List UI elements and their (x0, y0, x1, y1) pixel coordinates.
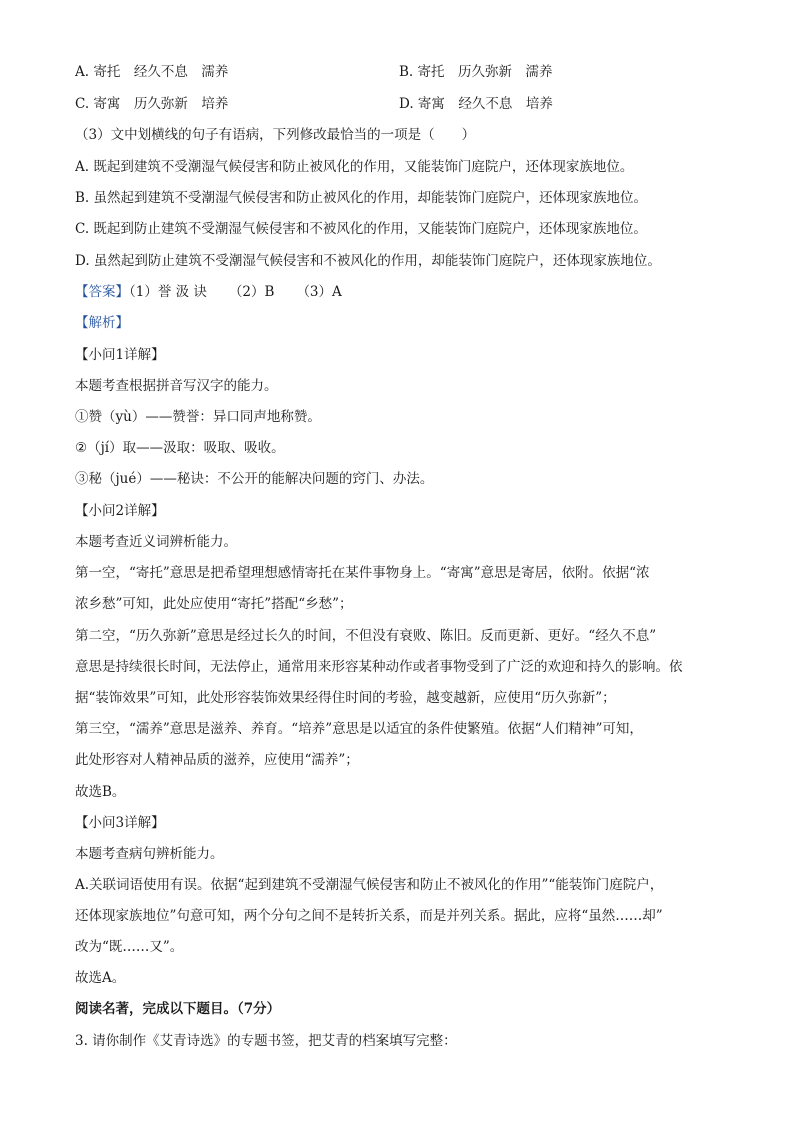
sub3-intro: 本题考查病句辨析能力。 (75, 846, 224, 862)
sub3-choice: 故选A。 (75, 970, 126, 986)
sub2-p2-line-1: 第二空，“历久弥新”意思是经过长久的时间，不但没有衰败、陈旧。反而更新、更好。“经久不息” (75, 628, 657, 644)
sub2-p1-line-1: 第一空，“寄托”意思是把希望理想感情寄托在某件事物身上。“寄寓”意思是寄居，依附。依据“浓 (75, 565, 650, 581)
sub3-p1-line-1: A.关联词语使用有误。依据“起到建筑不受潮湿气候侵害和防止不被风化的作用”“能装饰门庭院户， (75, 877, 664, 893)
option-2a: A. 寄托 经久不息 濡养 (75, 64, 229, 80)
sub2-choice: 故选B。 (75, 784, 126, 800)
option-2b: B. 寄托 历久弥新 濡养 (399, 64, 553, 80)
sub3-p1-line-3: 改为“既……又”。 (75, 939, 184, 955)
answer-3: （3）A (296, 284, 342, 300)
option-3b: B. 虽然起到建筑不受潮湿气候侵害和防止被风化的作用，却能装饰门庭院户，还体现家族地位。 (75, 190, 648, 206)
sub1-line-3: ③秘（jué）——秘诀：不公开的能解决问题的窍门、办法。 (75, 471, 434, 487)
option-3c: C. 既起到防止建筑不受潮湿气候侵害和不被风化的作用，又能装饰门庭院户，还体现家族地位。 (75, 221, 647, 237)
sub2-p2-line-3: 据“装饰效果”可知，此处形容装饰效果经得住时间的考验，越变越新，应使用“历久弥新”； (75, 690, 616, 706)
sub1-line-2: ②（jí）取——汲取：吸取、吸收。 (75, 440, 285, 456)
sub1-intro: 本题考查根据拼音写汉字的能力。 (75, 378, 278, 394)
answer-line (75, 282, 342, 302)
option-3a: A. 既起到建筑不受潮湿气候侵害和防止被风化的作用，又能装饰门庭院户，还体现家族地位。 (75, 159, 634, 175)
question-3-stem: （3）文中划横线的句子有语病，下列修改最恰当的一项是（ ） (75, 127, 476, 143)
question-next: 3. 请你制作《艾青诗选》的专题书签，把艾青的档案填写完整： (75, 1033, 457, 1049)
answer-label: 【答案】 (75, 284, 129, 300)
sub2-p3-line-2: 此处形容对人精神品质的滋养，应使用“濡养”； (75, 752, 359, 768)
answer-1: （1）誉 汲 诀 (129, 284, 207, 300)
sub1-title: 【小问1详解】 (75, 347, 165, 363)
analysis-label: 【解析】 (75, 315, 129, 331)
option-3d: D. 虽然起到防止建筑不受潮湿气候侵害和不被风化的作用，却能装饰门庭院户，还体现家族地位。 (75, 253, 661, 269)
sub2-intro: 本题考查近义词辨析能力。 (75, 534, 237, 550)
answer-2: （2）B (228, 284, 275, 300)
sub2-title: 【小问2详解】 (75, 503, 165, 519)
option-2c: C. 寄寓 历久弥新 培养 (75, 96, 229, 112)
sub2-p1-line-2: 浓乡愁”可知，此处应使用“寄托”搭配“乡愁”； (75, 596, 353, 612)
sub3-title: 【小问3详解】 (75, 815, 165, 831)
sub2-p2-line-2: 意思是持续很长时间，无法停止，通常用来形容某种动作或者事物受到了广泛的欢迎和持久的影响。依 (75, 659, 683, 675)
option-2d: D. 寄寓 经久不息 培养 (399, 96, 553, 112)
sub2-p3-line-1: 第三空，“濡养”意思是滋养、养育。“培养”意思是以适宜的条件使繁殖。依据“人们精神”可知， (75, 721, 643, 737)
section-title: 阅读名著，完成以下题目。（7分） (75, 1001, 281, 1017)
sub3-p1-line-2: 还体现家族地位”句意可知，两个分句之间不是转折关系，而是并列关系。据此，应将“虽然……却” (75, 908, 663, 924)
sub1-line-1: ①赞（yù）——赞誉：异口同声地称赞。 (75, 409, 321, 425)
